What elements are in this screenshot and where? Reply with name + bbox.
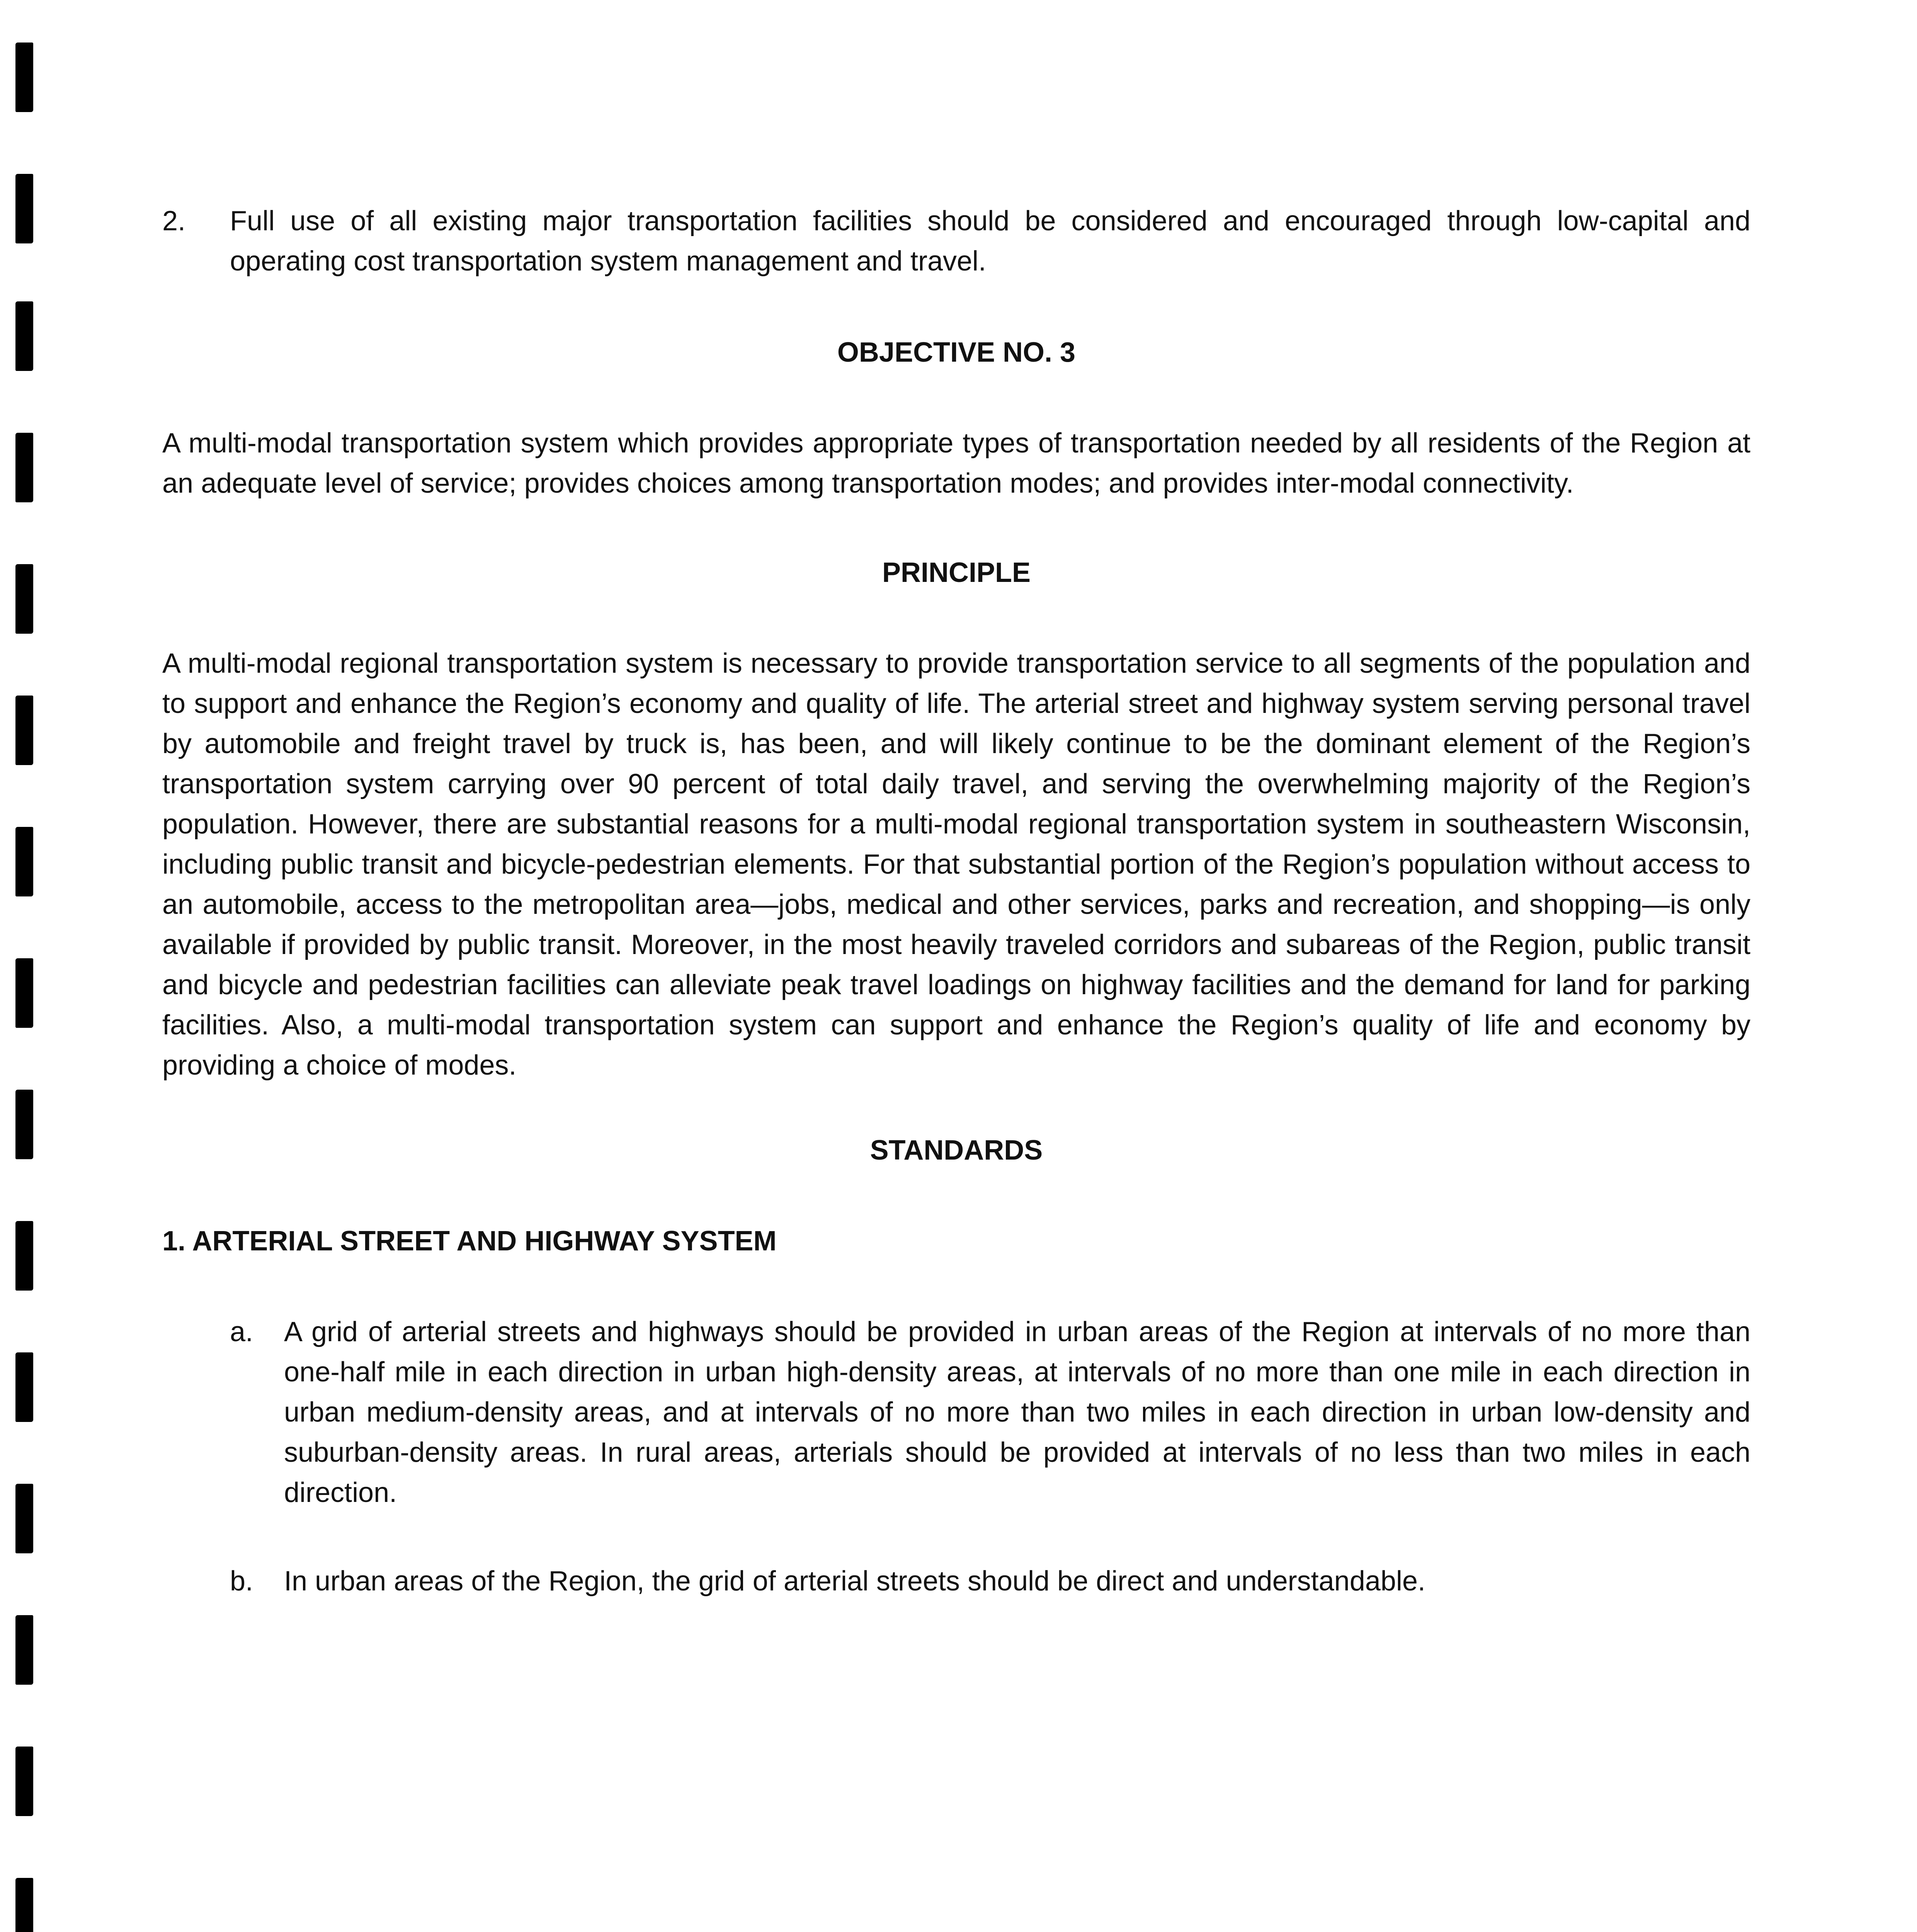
punch-mark xyxy=(15,1090,33,1159)
list-item-2 xyxy=(162,201,1750,281)
punch-mark xyxy=(15,301,33,371)
list-item-text: A grid of arterial streets and highways should be provided in urban areas of the Region at intervals of no more than one-half mile in each direction in urban high-density areas, at intervals of no more than one mile in each direction in urban medium-density areas, and at intervals of no more than two miles in each direction in urban low-density and suburban-density areas. In rural areas, arterials should be provided at intervals of no less than two miles in each direction. xyxy=(284,1316,1750,1508)
binding-punch-marks xyxy=(0,0,46,1932)
principle-paragraph: A multi-modal regional transportation system is necessary to provide transportation service to all segments of the population and to support and enhance the Region’s economy and quality of life. The arterial street and highway system serving personal travel by automobile and freight travel by truck is, has been, and will likely continue to be the dominant element of the Region’s transportation system carrying over 90 percent of total daily travel, and serving the overwhelming majority of the Region’s population. However, there are substantial reasons for a multi-modal regional transportation system in southeastern Wisconsin, including public transit and bicycle-pedestrian elements. For that substantial portion of the Region’s population without access to an automobile, access to the metropolitan area—jobs, medical and other services, parks and recreation, and shopping—is only available if provided by public transit. Moreover, in the most heavily traveled corridors and subareas of the Region, public transit and bicycle and pedestrian facilities can alleviate peak travel loadings on highway facilities and the demand for land for parking facilities. Also, a multi-modal transportation system can support and enhance the Region’s quality of life and economy by providing a choice of modes. xyxy=(162,648,1750,1081)
punch-mark xyxy=(15,433,33,502)
punch-mark xyxy=(15,1221,33,1291)
list-marker: 2. xyxy=(162,206,186,236)
objective-paragraph: A multi-modal transportation system which provides appropriate types of transportation needed by all residents of the Region at an adequate level of service; provides choices among transportation modes; and provides inter-modal connectivity. xyxy=(162,428,1750,499)
list-item-text: Full use of all existing major transportation facilities should be considered and encouraged through low-capital and operating cost transportation system management and travel. xyxy=(230,206,1750,277)
punch-mark xyxy=(15,958,33,1028)
list-marker: a. xyxy=(230,1316,253,1347)
punch-mark xyxy=(15,1878,33,1932)
list-marker: b. xyxy=(230,1566,253,1597)
punch-mark xyxy=(15,1615,33,1685)
objective-heading-block xyxy=(162,332,1750,372)
principle-heading: PRINCIPLE xyxy=(882,557,1031,588)
list-item-a xyxy=(230,1312,1750,1513)
list-item-text: In urban areas of the Region, the grid of arterial streets should be direct and understandable. xyxy=(284,1566,1425,1597)
punch-mark xyxy=(15,696,33,765)
section-heading: 1. ARTERIAL STREET AND HIGHWAY SYSTEM xyxy=(162,1226,777,1257)
principle-paragraph-block xyxy=(162,643,1750,1085)
punch-mark xyxy=(15,1484,33,1553)
section-heading-block xyxy=(162,1221,1750,1261)
standards-heading-block xyxy=(162,1130,1750,1170)
standards-heading: STANDARDS xyxy=(870,1135,1043,1166)
punch-mark xyxy=(15,174,33,243)
list-item-b xyxy=(230,1561,1750,1601)
objective-heading: OBJECTIVE NO. 3 xyxy=(837,337,1076,368)
punch-mark xyxy=(15,564,33,634)
punch-mark xyxy=(15,827,33,896)
punch-mark xyxy=(15,43,33,112)
principle-heading-block xyxy=(162,553,1750,593)
punch-mark xyxy=(15,1352,33,1422)
objective-paragraph-block xyxy=(162,423,1750,503)
punch-mark xyxy=(15,1747,33,1816)
